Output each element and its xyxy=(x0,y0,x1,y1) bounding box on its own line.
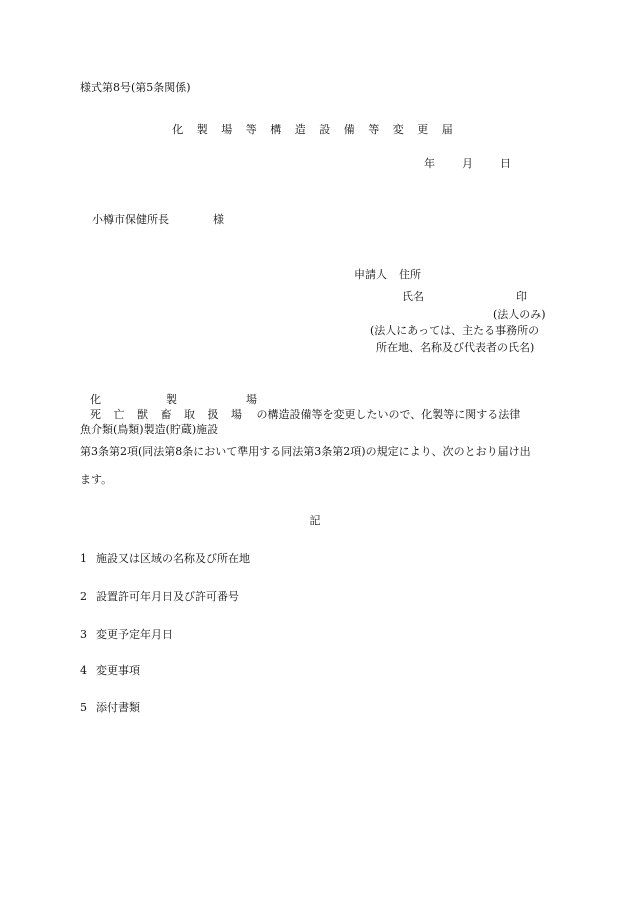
item-number: 5 xyxy=(80,701,87,714)
body-line-1: の構造設備等を変更したいので、化製等に関する法律 xyxy=(256,408,521,421)
date-month-label: 月 xyxy=(462,157,473,170)
addressee-name: 小樽市保健所長 xyxy=(92,213,169,226)
item-label: 添付書類 xyxy=(96,701,140,714)
list-item xyxy=(80,628,173,642)
date-line xyxy=(424,157,511,171)
seal-label: 印 xyxy=(516,290,527,303)
list-item xyxy=(80,552,250,566)
form-number: 様式第8号(第5条関係) xyxy=(80,81,191,94)
item-label: 施設又は区域の名称及び所在地 xyxy=(96,552,250,565)
corp-note-line-2: 所在地、名称及び代表者の氏名) xyxy=(376,341,535,354)
facility-type-line-1 xyxy=(90,393,257,407)
list-item xyxy=(80,664,140,678)
item-label: 変更予定年月日 xyxy=(96,628,173,641)
body-line-3: ます。 xyxy=(80,473,113,486)
addressee-honorific: 様 xyxy=(213,213,224,226)
corp-note-line-1: (法人にあっては、主たる事務所の xyxy=(370,324,540,337)
list-item xyxy=(80,701,140,715)
facility-char: 化 xyxy=(90,393,101,406)
ki-heading: 記 xyxy=(309,514,321,527)
body-line-2: 第3条第2項(同法第8条において準用する同法第3条第2項)の規定により、次のとおり届け出 xyxy=(80,445,531,458)
date-year-label: 年 xyxy=(424,157,435,170)
item-number: 3 xyxy=(80,628,87,641)
name-label: 氏名 xyxy=(402,290,424,303)
addressee xyxy=(92,213,224,227)
item-label: 変更事項 xyxy=(96,664,140,677)
facility-type-line-2 xyxy=(90,408,520,422)
date-day-label: 日 xyxy=(500,157,511,170)
item-number: 1 xyxy=(80,552,87,565)
item-label: 設置許可年月日及び許可番号 xyxy=(96,590,239,603)
item-number: 2 xyxy=(80,590,87,603)
facility-char: 製 xyxy=(166,393,177,406)
facility-type-spread: 死亡獣畜取扱場 xyxy=(90,408,255,421)
applicant-label: 申請人 xyxy=(354,268,387,281)
address-label: 住所 xyxy=(399,268,421,281)
corp-only-note: (法人のみ) xyxy=(493,308,546,321)
item-number: 4 xyxy=(80,664,87,677)
applicant-name-row xyxy=(402,290,527,304)
applicant-address-row xyxy=(354,268,421,282)
facility-type-line-3: 魚介類(鳥類)製造(貯蔵)施設 xyxy=(80,423,219,436)
facility-char: 場 xyxy=(246,393,257,406)
list-item xyxy=(80,590,239,604)
document-title: 化 製 場 等 構 造 設 備 等 変 更 届 xyxy=(172,123,458,136)
